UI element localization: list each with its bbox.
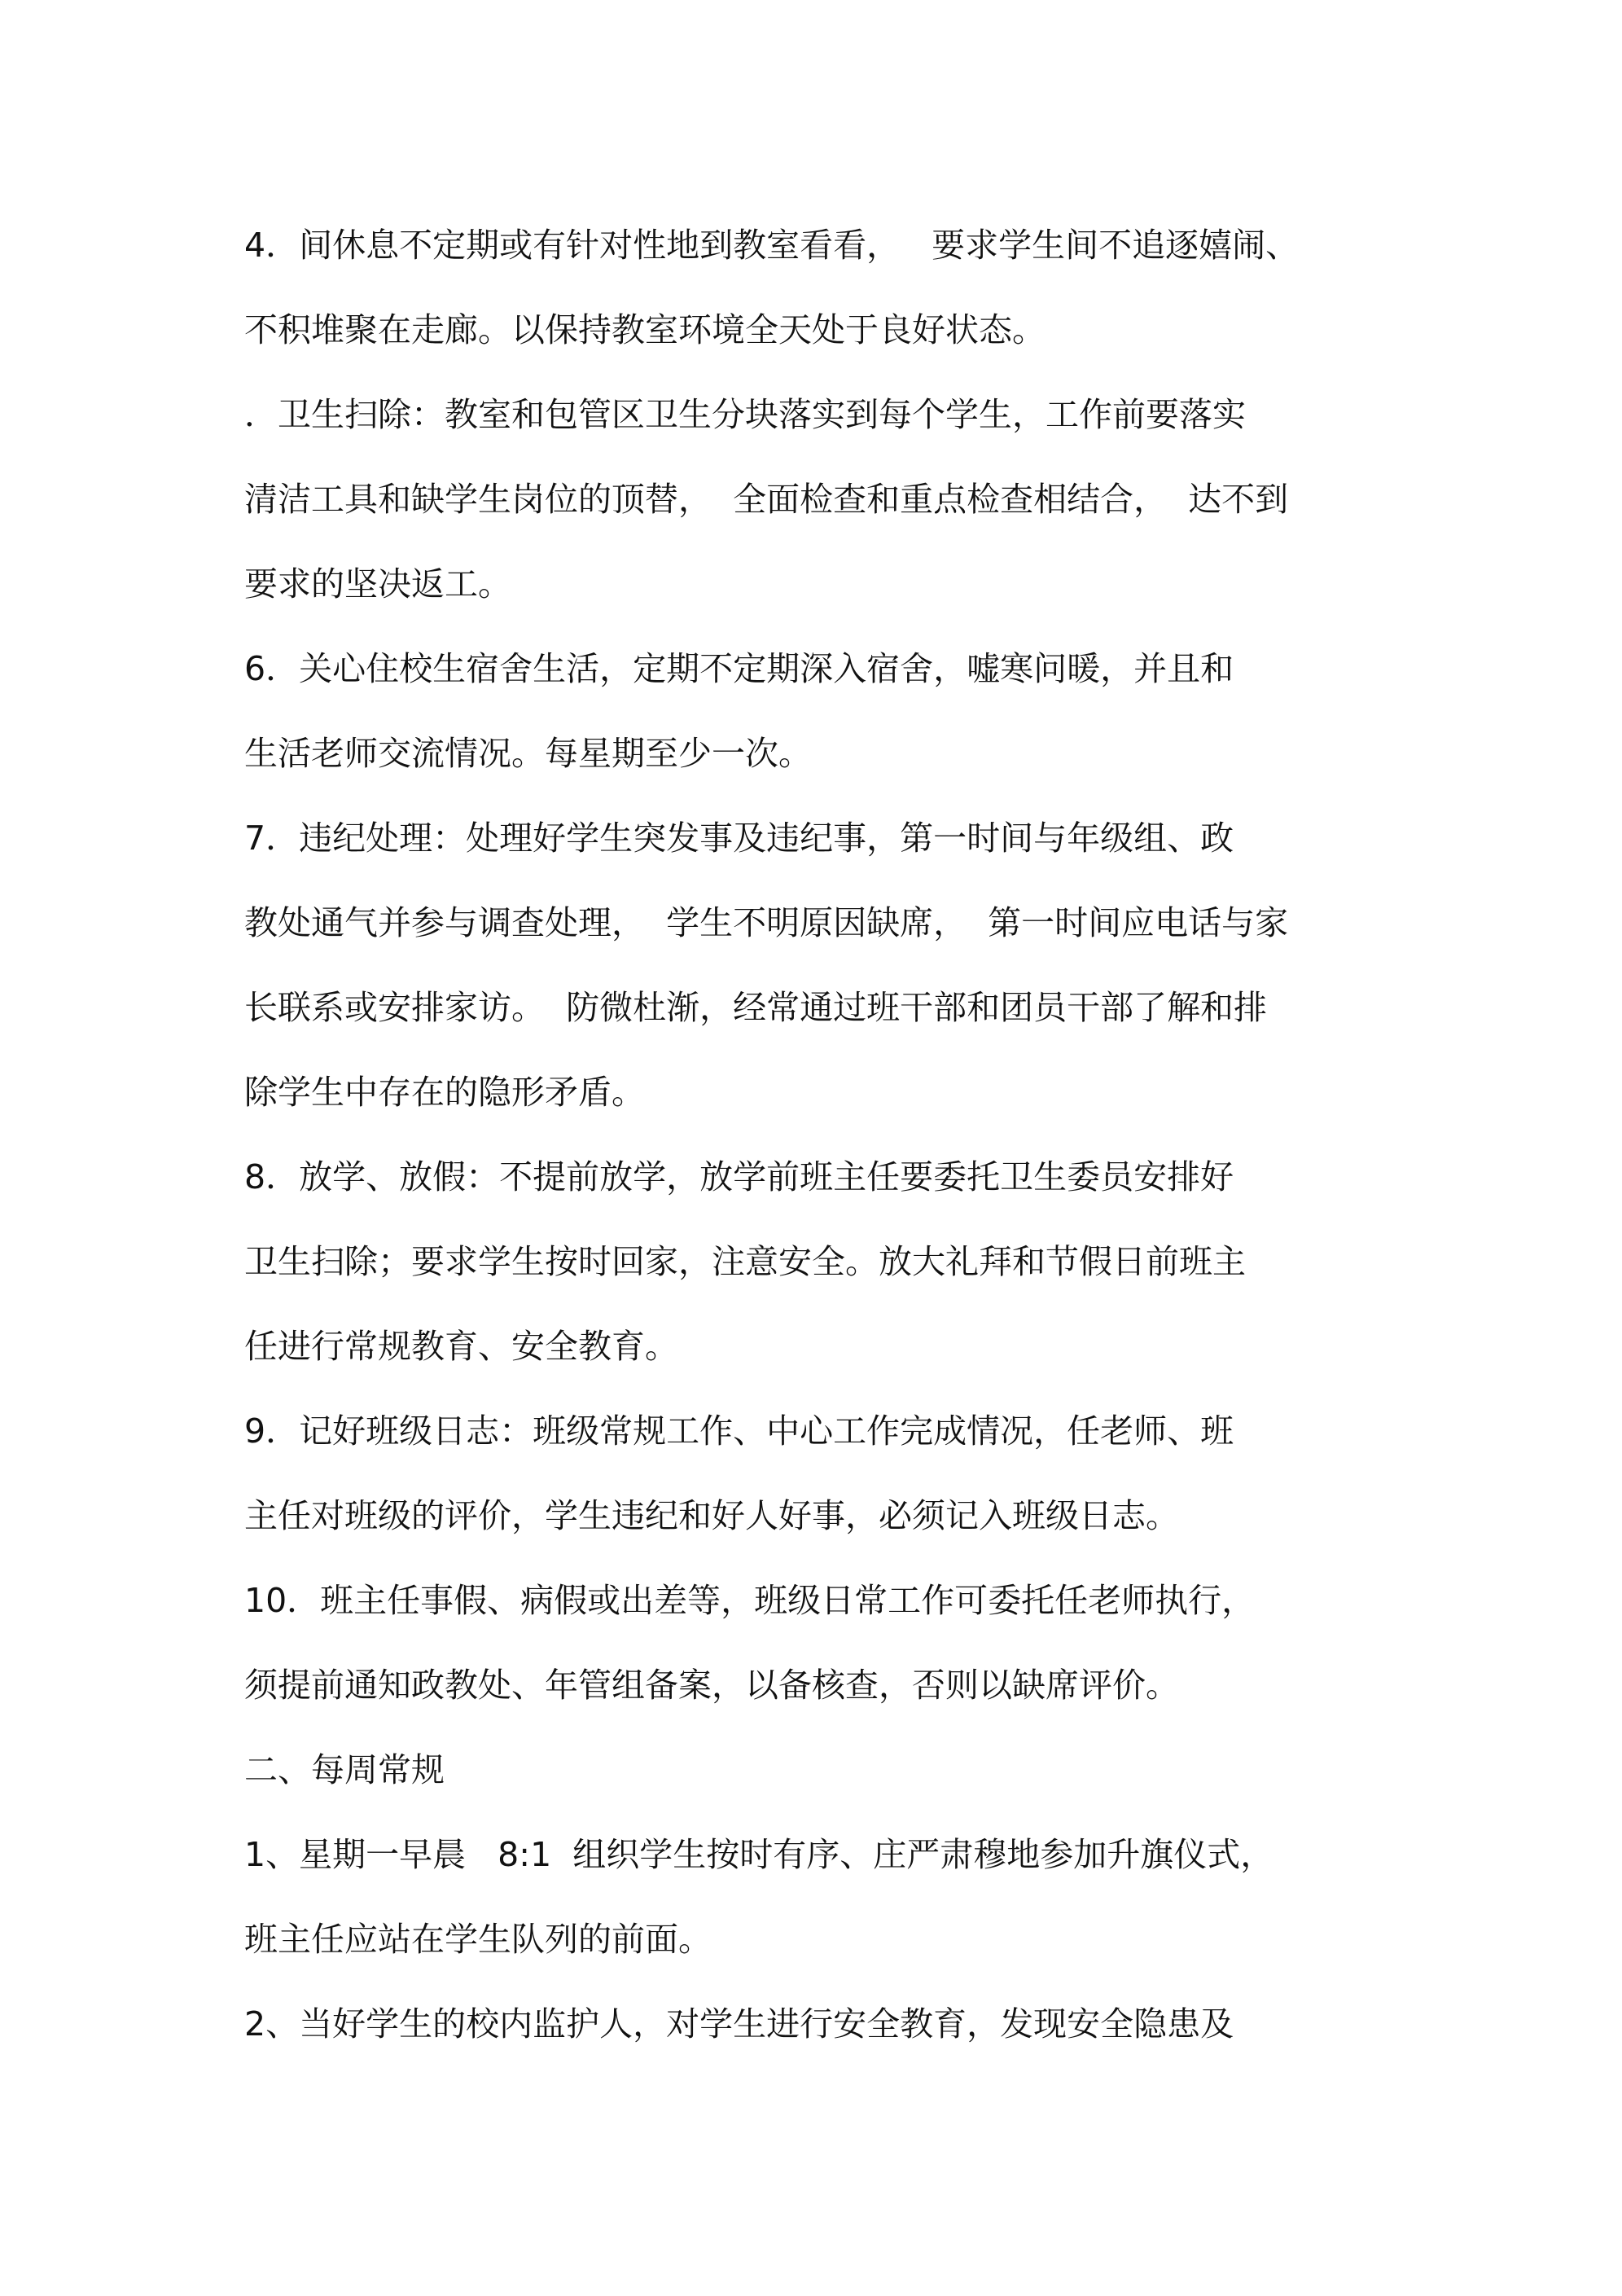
paragraph-line: 教处通气并参与调查处理， 学生不明原因缺席， 第一时间应电话与家 [244,903,1289,942]
paragraph-line: 卫生扫除；要求学生按时回家，注意安全。放大礼拜和节假日前班主 [244,1242,1246,1281]
paragraph-line: 7．违纪处理：处理好学生突发事及违纪事，第一时间与年级组、政 [244,819,1234,858]
paragraph-line: 1、星期一早晨 8:1 组织学生按时有序、庄严肃穆地参加升旗仪式， [244,1835,1274,1874]
paragraph-line: 8．放学、放假：不提前放学，放学前班主任要委托卫生委员安排好 [244,1157,1234,1196]
paragraph-line: 任进行常规教育、安全教育。 [244,1327,678,1366]
paragraph-line: 长联系或安排家访。 防微杜渐，经常通过班干部和团员干部了解和排 [244,988,1268,1027]
section-heading: 二、每周常规 [244,1750,445,1789]
paragraph-line: 清洁工具和缺学生岗位的顶替， 全面检查和重点检查相结合， 达不到 [244,480,1289,519]
paragraph-line: 主任对班级的评价，学生违纪和好人好事，必须记入班级日志。 [244,1496,1179,1535]
paragraph-line: 须提前通知政教处、年管组备案，以备核查，否则以缺席评价。 [244,1666,1179,1705]
paragraph-line: 生活老师交流情况。每星期至少一次。 [244,734,812,773]
paragraph-line: 除学生中存在的隐形矛盾。 [244,1073,645,1112]
paragraph-line: 6．关心住校生宿舍生活，定期不定期深入宿舍，嘘寒问暖，并且和 [244,649,1234,688]
paragraph-line: 9．记好班级日志：班级常规工作、中心工作完成情况，任老师、班 [244,1411,1234,1451]
paragraph-line: 4．间休息不定期或有针对性地到教室看看， 要求学生间不追逐嬉闹、 [244,226,1300,265]
paragraph-line: 2、当好学生的校内监护人，对学生进行安全教育，发现安全隐患及 [244,2004,1234,2044]
paragraph-line: 不积堆聚在走廊。以保持教室环境全天处于良好状态。 [244,310,1046,349]
paragraph-line: 10．班主任事假、病假或出差等，班级日常工作可委托任老师执行， [244,1581,1256,1620]
paragraph-line: 班主任应站在学生队列的前面。 [244,1920,712,1959]
paragraph-line: ．卫生扫除：教室和包管区卫生分块落实到每个学生，工作前要落实 [244,395,1246,434]
paragraph-line: 要求的坚决返工。 [244,564,511,604]
